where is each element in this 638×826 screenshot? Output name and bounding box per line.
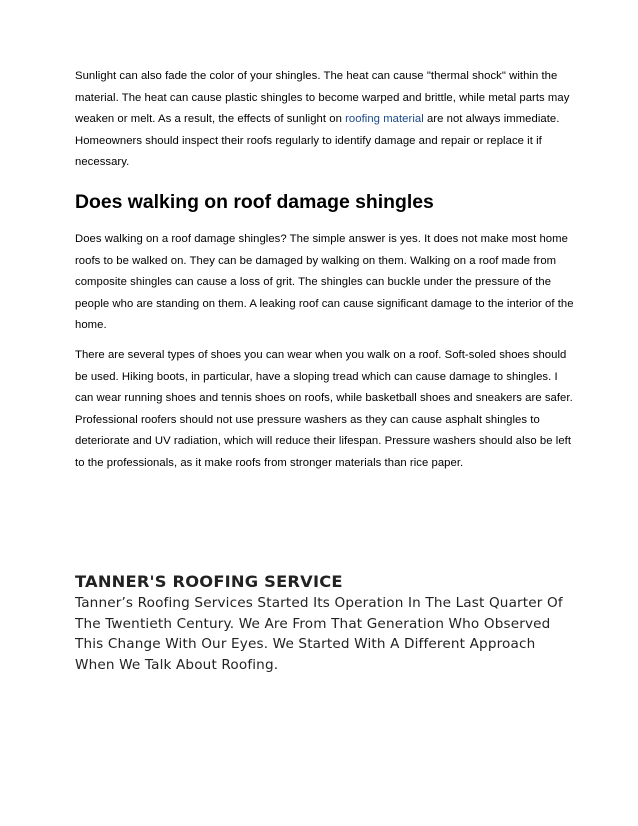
intro-text-after-link: are not always immediate. Homeowners should inspect their roofs regularly to identify damage and repair or replace it if necessary. (75, 113, 560, 169)
company-block (75, 571, 575, 675)
company-description: Tanner’s Roofing Services Started Its Operation In The Last Quarter Of The Twentieth Century. We Are From That Generation Who Observed This Change With Our Eyes. We Started With A Different Approach When We Talk About Roofing. (75, 595, 563, 673)
roofing-material-link[interactable]: roofing material (345, 113, 424, 126)
intro-text-before-link: Sunlight can also fade the color of your shingles. The heat can cause "thermal shock" within the material. The heat can cause plastic shingles to become warped and brittle, while metal parts may weaken or melt. As a result, the effects of sunlight on (75, 70, 570, 126)
section-paragraph-1: Does walking on a roof damage shingles? The simple answer is yes. It does not make most home roofs to be walked on. They can be damaged by walking on them. Walking on a roof made from composite shingles can cause a loss of grit. The shingles can buckle under the pressure of the people who are standing on them. A leaking roof can cause significant damage to the interior of the home. (75, 232, 574, 332)
section-paragraph-2: There are several types of shoes you can wear when you walk on a roof. Soft-soled shoes should be used. Hiking boots, in particular, have a sloping tread which can cause damage to shingles. I can wear running shoes and tennis shoes on roofs, while basketball shoes and sneakers are safer. Professional roofers should not use pressure washers as they can cause asphalt shingles to deteriorate and UV radiation, which will reduce their lifespan. Pressure washers should also be left to the professionals, as it make roofs from stronger materials than rice paper. (75, 348, 573, 469)
company-title: TANNER'S ROOFING SERVICE (75, 572, 343, 591)
section-heading: Does walking on roof damage shingles (75, 190, 434, 213)
document-page (75, 66, 575, 475)
intro-paragraph (75, 66, 575, 174)
